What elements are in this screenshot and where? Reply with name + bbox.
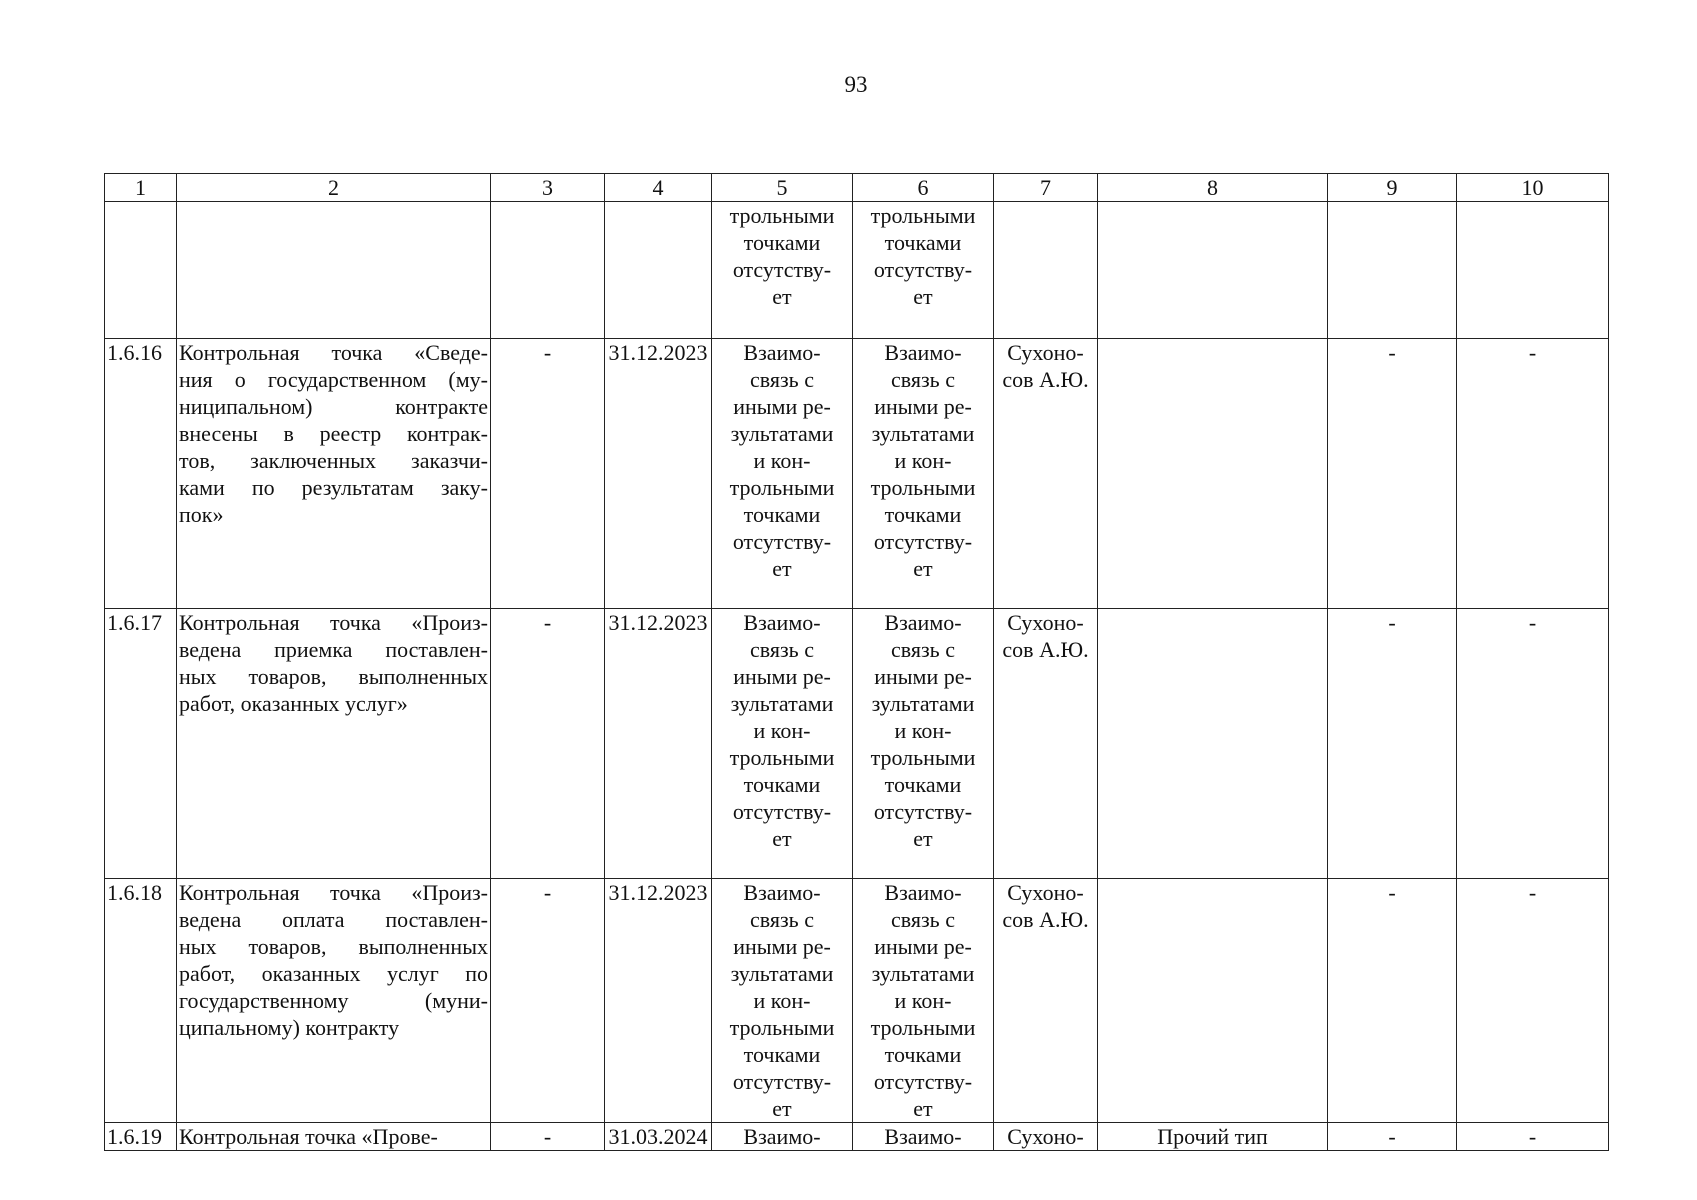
column-header: 10 [1457,174,1609,202]
cell-line: иными ре- [733,394,831,419]
cell-line: зультатами [730,961,834,986]
cell-line: Взаимо- [743,880,821,905]
cell-line: точками [743,1042,821,1067]
cell-col-10: - [1457,879,1609,1123]
cell-line: Контрольная точка «Произ- [179,610,488,635]
cell-line: иными ре- [874,934,972,959]
relation-cell-col-5 [712,1123,853,1151]
responsible-person [994,339,1098,609]
cell-line: зультатами [871,421,975,446]
cell-line: и кон- [894,718,952,743]
cell-line: Взаимо- [743,1124,821,1149]
deadline-date: 31.03.2024 [605,1123,712,1151]
control-point-description [177,202,491,339]
page-number: 93 [844,72,868,97]
deadline-date [605,202,712,339]
cell-line: связь с [750,907,814,932]
relation-cell-col-5 [712,339,853,609]
cell-line: ками по результатам заку- [179,475,488,500]
control-point-description [177,609,491,879]
cell-line: и кон- [753,448,811,473]
relation-cell-col-6 [853,879,994,1123]
row-number: 1.6.18 [105,879,177,1123]
row-number: 1.6.17 [105,609,177,879]
type-cell: Прочий тип [1098,1123,1328,1151]
cell-line: ния о государственном (му- [179,367,488,392]
responsible-person [994,202,1098,339]
column-header: 6 [853,174,994,202]
cell-line: зультатами [871,961,975,986]
responsible-person [994,1123,1098,1151]
relation-cell-col-5 [712,879,853,1123]
cell-line: точками [743,230,821,255]
cell-line: отсутству- [873,257,973,282]
cell-line: точками [884,1042,962,1067]
responsible-person [994,609,1098,879]
cell-line: связь с [891,637,955,662]
cell-col-9: - [1328,879,1457,1123]
cell-line: Контрольная точка «Произ- [179,880,488,905]
cell-line: Сухоно- [1007,1124,1084,1149]
cell-line: ет [772,556,792,581]
row-number: 1.6.19 [105,1123,177,1151]
column-header: 1 [105,174,177,202]
cell-line: ет [772,1096,792,1121]
cell-col-9 [1328,202,1457,339]
cell-line: трольными [870,203,976,228]
table-row [105,879,1609,1123]
cell-line: ведена оплата поставлен- [179,907,488,932]
cell-line: точками [884,230,962,255]
cell-line: Взаимо- [884,880,962,905]
cell-line: отсутству- [873,1069,973,1094]
row-number [105,202,177,339]
cell-col-3: - [491,879,605,1123]
cell-line: Сухоно- [1007,610,1084,635]
cell-line: и кон- [894,448,952,473]
relation-cell-col-5 [712,609,853,879]
cell-line: работ, оказанных услуг» [179,691,408,716]
cell-col-10: - [1457,609,1609,879]
cell-line: отсутству- [732,799,832,824]
cell-line: отсутству- [732,1069,832,1094]
deadline-date: 31.12.2023 [605,879,712,1123]
responsible-person [994,879,1098,1123]
cell-line: Сухоно- [1007,880,1084,905]
cell-col-9: - [1328,339,1457,609]
cell-line: трольными [729,745,835,770]
cell-line: точками [884,502,962,527]
cell-line: связь с [750,637,814,662]
cell-line: ных товаров, выполненных [179,664,488,689]
cell-line: иными ре- [733,934,831,959]
control-point-description [177,339,491,609]
cell-line: связь с [750,367,814,392]
cell-line: ет [772,826,792,851]
relation-cell-col-5 [712,202,853,339]
type-cell [1098,339,1328,609]
cell-line: отсутству- [732,529,832,554]
deadline-date: 31.12.2023 [605,339,712,609]
column-header: 3 [491,174,605,202]
cell-line: точками [743,502,821,527]
row-number: 1.6.16 [105,339,177,609]
cell-line: ципальному) контракту [179,1015,400,1040]
cell-line: отсутству- [873,799,973,824]
cell-col-9: - [1328,609,1457,879]
cell-line: Взаимо- [884,1124,962,1149]
cell-line: иными ре- [874,394,972,419]
cell-line: зультатами [871,691,975,716]
cell-line: ниципальном) контракте [179,394,488,419]
table-row [105,339,1609,609]
cell-line: сов А.Ю. [1002,637,1089,662]
cell-line: сов А.Ю. [1002,367,1089,392]
cell-line: отсутству- [732,257,832,282]
cell-col-3: - [491,339,605,609]
cell-line: трольными [729,203,835,228]
column-header: 2 [177,174,491,202]
cell-line: ных товаров, выполненных [179,934,488,959]
column-header: 4 [605,174,712,202]
cell-line: трольными [729,1015,835,1040]
table-body [105,202,1609,1151]
table-row [105,609,1609,879]
type-cell [1098,609,1328,879]
cell-line: ет [913,1096,933,1121]
cell-line: Сухоно- [1007,340,1084,365]
cell-line: зультатами [730,691,834,716]
cell-col-3 [491,202,605,339]
cell-line: трольными [870,745,976,770]
relation-cell-col-6 [853,1123,994,1151]
cell-line: и кон- [753,988,811,1013]
table-row [105,1123,1609,1151]
cell-line: Контрольная точка «Сведе- [179,340,488,365]
deadline-date: 31.12.2023 [605,609,712,879]
cell-line: иными ре- [874,664,972,689]
relation-cell-col-6 [853,339,994,609]
cell-line: работ, оказанных услуг по [179,961,488,986]
cell-line: Взаимо- [743,340,821,365]
cell-line: государственному (муни- [179,988,488,1013]
column-header: 7 [994,174,1098,202]
cell-col-10: - [1457,339,1609,609]
cell-line: точками [884,772,962,797]
relation-cell-col-6 [853,609,994,879]
cell-line: связь с [891,367,955,392]
table-row [105,202,1609,339]
cell-line: тов, заключенных заказчи- [179,448,488,473]
header-row [105,174,1609,202]
cell-line: ет [913,556,933,581]
cell-line: и кон- [894,988,952,1013]
table-header [105,174,1609,202]
column-header: 9 [1328,174,1457,202]
cell-line: ведена приемка поставлен- [179,637,488,662]
type-cell [1098,879,1328,1123]
cell-line: Контрольная точка «Прове- [179,1124,438,1149]
cell-col-3: - [491,1123,605,1151]
cell-line: зультатами [730,421,834,446]
cell-line: связь с [891,907,955,932]
cell-line: точками [743,772,821,797]
type-cell [1098,202,1328,339]
cell-line: ет [772,284,792,309]
cell-line: внесены в реестр контрак- [179,421,488,446]
column-header: 5 [712,174,853,202]
control-point-description [177,879,491,1123]
cell-line: ет [913,826,933,851]
cell-col-3: - [491,609,605,879]
relation-cell-col-6 [853,202,994,339]
cell-line: отсутству- [873,529,973,554]
control-point-description [177,1123,491,1151]
cell-line: Взаимо- [743,610,821,635]
cell-line: трольными [870,1015,976,1040]
cell-line: ет [913,284,933,309]
cell-col-10: - [1457,1123,1609,1151]
cell-line: и кон- [753,718,811,743]
cell-col-9: - [1328,1123,1457,1151]
cell-line: пок» [179,502,224,527]
cell-col-10 [1457,202,1609,339]
cell-line: трольными [729,475,835,500]
control-points-table [104,173,1609,1151]
cell-line: Взаимо- [884,610,962,635]
cell-line: иными ре- [733,664,831,689]
column-header: 8 [1098,174,1328,202]
cell-line: трольными [870,475,976,500]
cell-line: сов А.Ю. [1002,907,1089,932]
cell-line: Взаимо- [884,340,962,365]
